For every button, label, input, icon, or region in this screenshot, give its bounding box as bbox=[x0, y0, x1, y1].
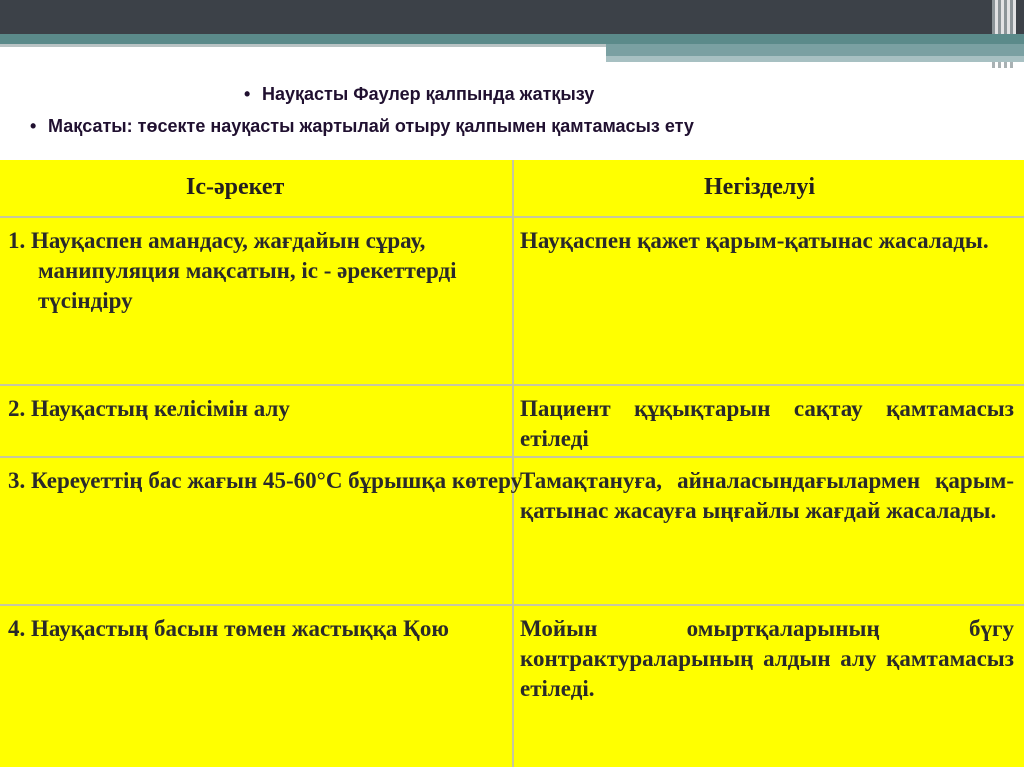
row-divider bbox=[0, 604, 1024, 606]
header-reason: Негізделуі bbox=[704, 174, 816, 200]
table-cell-reason: Науқаспен қажет қарым-қатынас жасалады. bbox=[520, 228, 989, 253]
table-cell-action: 4. Науқастың басын төмен жастыққа Қою bbox=[8, 616, 449, 641]
header-action: Іс-әрекет bbox=[186, 174, 285, 200]
bullet-text: Науқасты Фаулер қалпында жатқызу bbox=[262, 84, 595, 104]
accent-band-right bbox=[606, 44, 1024, 56]
accent-band bbox=[0, 34, 1024, 44]
row-divider bbox=[0, 384, 1024, 386]
bullet-icon: • bbox=[30, 116, 37, 136]
row-divider bbox=[0, 456, 1024, 458]
accent-strip bbox=[0, 44, 606, 47]
table-cell-reason: Мойын омыртқаларының бүгу контрактураларының алдын алу қамтамасыз етіледі. bbox=[520, 616, 1014, 701]
table-cell-reason: Пациент құқықтарын сақтау қамтамасыз етіледі bbox=[520, 396, 1014, 451]
bullet-text: Мақсаты: төсекте науқасты жартылай отыру қалпымен қамтамасыз ету bbox=[48, 116, 694, 136]
table-cell-action: 3. Кереуеттің бас жағын 45-60°С бұрышқа көтеру bbox=[8, 468, 523, 493]
procedure-table bbox=[0, 160, 1024, 767]
table-cell-action: 2. Науқастың келісімін алу bbox=[8, 396, 290, 421]
bullet-icon: • bbox=[244, 84, 251, 104]
accent-band-thin bbox=[606, 56, 1024, 62]
bullet-item bbox=[244, 84, 594, 105]
title-bar bbox=[0, 0, 1024, 34]
table-cell-reason: Тамақтануға, айналасындағылармен қарым-қатынас жасауға ыңғайлы жағдай жасалады. bbox=[520, 468, 1014, 523]
table-cell-action: 1. Науқаспен амандасу, жағдайын сұрау, манипуляция мақсатын, іс - әрекеттерді түсіндіру bbox=[8, 228, 457, 313]
bullet-item bbox=[30, 116, 694, 137]
row-divider bbox=[0, 216, 1024, 218]
